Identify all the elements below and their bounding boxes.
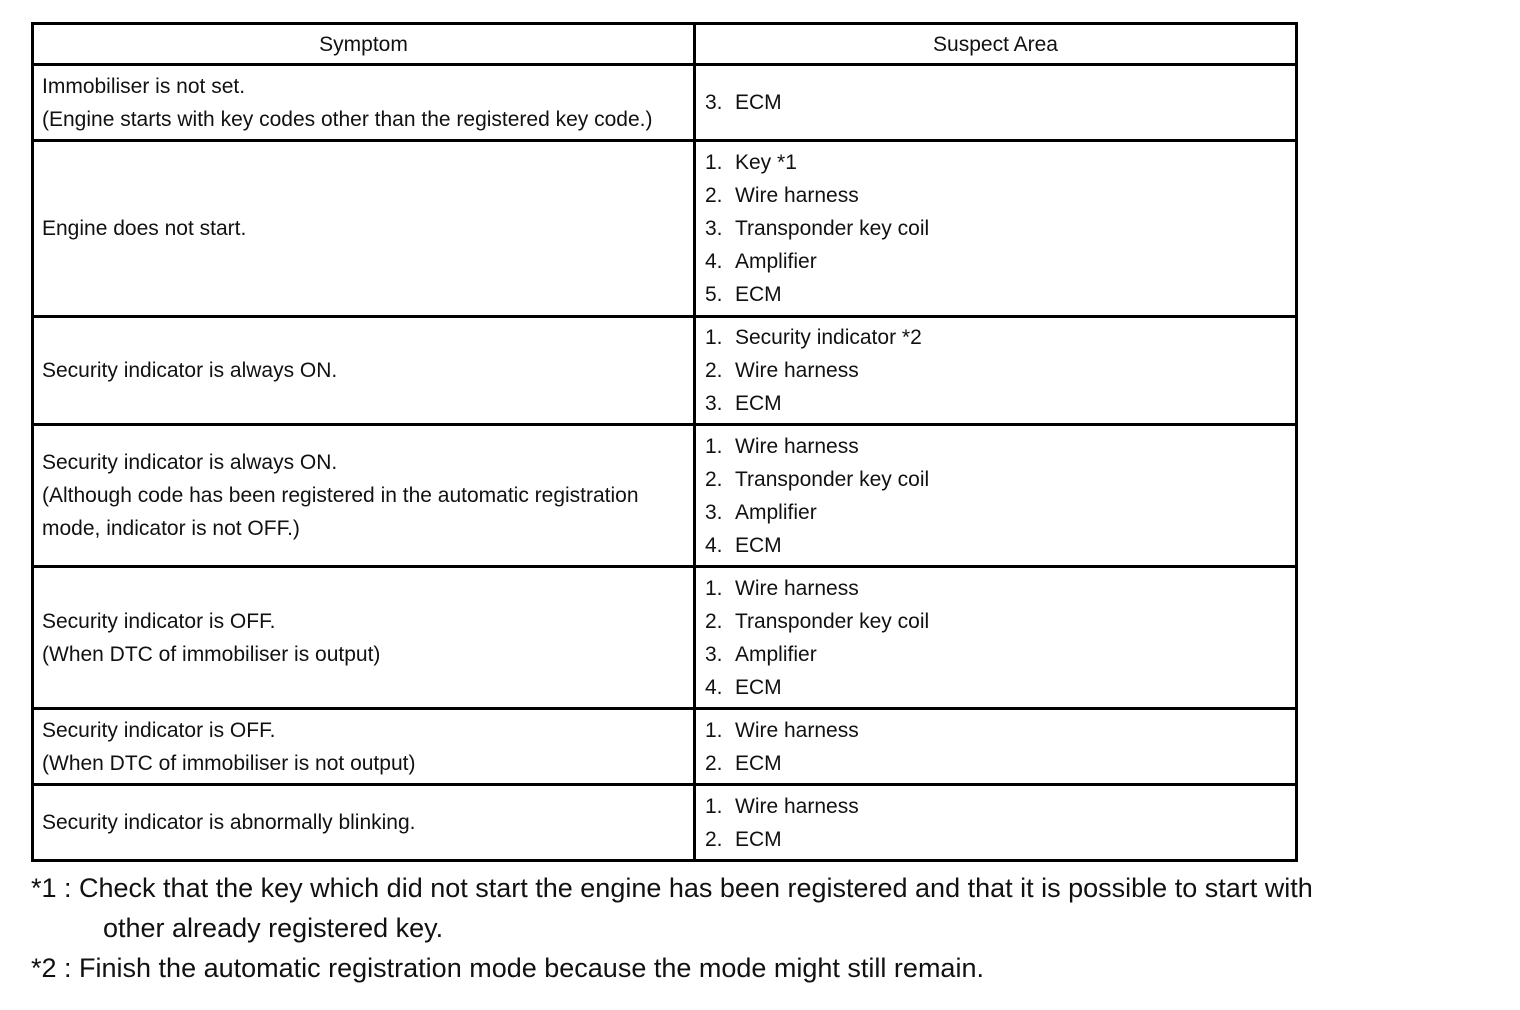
item-text: Wire harness [735, 794, 859, 818]
symptom-line: Security indicator is always ON. [42, 359, 338, 382]
suspect-area-item [705, 278, 1287, 311]
suspect-area-cell [695, 65, 1297, 141]
item-number: 2. [705, 184, 723, 207]
suspect-area-cell [695, 425, 1297, 567]
footnote-1: *1 : Check that the key which did not start the engine has been registered and that it is possible to start with [31, 873, 1313, 903]
table-row [33, 425, 1297, 567]
suspect-area-item [705, 245, 1287, 278]
symptom-line: Security indicator is OFF. [42, 609, 276, 633]
item-number: 1. [705, 434, 723, 458]
suspect-area-item [705, 671, 1287, 704]
item-text: ECM [735, 533, 782, 557]
footnote-2: *2 : Finish the automatic registration mode because the mode might still remain. [31, 953, 984, 983]
table-row [33, 65, 1297, 141]
item-text: ECM [735, 675, 782, 699]
suspect-area-item [705, 146, 1287, 179]
symptom-line: (When DTC of immobiliser is not output) [42, 751, 416, 775]
item-number: 5. [705, 283, 723, 306]
item-text: Transponder key coil [735, 609, 930, 633]
symptom-table [31, 22, 1298, 862]
symptom-line: Engine does not start. [42, 217, 247, 240]
symptom-line: Immobiliser is not set. [42, 74, 246, 98]
item-text: Amplifier [735, 642, 817, 666]
symptom-cell [33, 785, 695, 861]
item-text: Transponder key coil [735, 467, 930, 491]
symptom-cell [33, 317, 695, 425]
item-number: 3. [705, 500, 723, 524]
item-number: 2. [705, 467, 723, 491]
suspect-area-item [705, 638, 1287, 671]
item-number: 2. [705, 751, 723, 775]
symptom-cell [33, 425, 695, 567]
symptom-cell [33, 141, 695, 317]
suspect-area-item [705, 747, 1287, 780]
symptom-cell [33, 65, 695, 141]
table-row [33, 567, 1297, 709]
item-text: Security indicator *2 [735, 326, 922, 349]
suspect-area-cell [695, 567, 1297, 709]
table-row [33, 785, 1297, 861]
suspect-area-item [705, 823, 1287, 856]
suspect-area-cell [695, 317, 1297, 425]
item-number: 4. [705, 675, 723, 699]
symptom-line: Security indicator is OFF. [42, 718, 276, 742]
suspect-area-item [705, 430, 1287, 463]
suspect-area-item [705, 790, 1287, 823]
item-number: 2. [705, 359, 723, 382]
symptom-line: Security indicator is always ON. [42, 451, 338, 474]
item-text: ECM [735, 283, 782, 306]
item-text: ECM [735, 392, 782, 415]
suspect-area-item [705, 321, 1287, 354]
item-number: 1. [705, 718, 723, 742]
item-text: Wire harness [735, 576, 859, 600]
suspect-area-item [705, 572, 1287, 605]
suspect-area-item [705, 714, 1287, 747]
item-number: 4. [705, 250, 723, 273]
item-number: 2. [705, 609, 723, 633]
item-number: 2. [705, 827, 723, 851]
suspect-area-item [705, 179, 1287, 212]
suspect-area-item [705, 212, 1287, 245]
item-number: 1. [705, 794, 723, 818]
table-row [33, 317, 1297, 425]
item-number: 3. [705, 642, 723, 666]
item-text: ECM [735, 827, 782, 851]
item-text: Transponder key coil [735, 217, 930, 240]
suspect-area-cell [695, 141, 1297, 317]
symptom-cell [33, 709, 695, 785]
suspect-area-item [705, 463, 1287, 496]
item-text: Wire harness [735, 359, 859, 382]
item-text: Key *1 [735, 151, 797, 174]
footnotes [31, 868, 1491, 988]
item-number: 3. [705, 217, 723, 240]
symptom-line: (Engine starts with key codes other than the registered key code.) [42, 107, 653, 131]
table-row [33, 709, 1297, 785]
symptom-line: (When DTC of immobiliser is output) [42, 642, 381, 666]
item-text: Amplifier [735, 500, 817, 524]
item-number: 3. [705, 392, 723, 415]
symptom-line: (Although code has been registered in the automatic registration [42, 484, 639, 507]
table-header-row [33, 24, 1297, 65]
item-text: Wire harness [735, 718, 859, 742]
header-symptom: Symptom [33, 24, 695, 65]
symptom-line: mode, indicator is not OFF.) [42, 517, 300, 540]
symptom-line: Security indicator is abnormally blinking. [42, 811, 416, 834]
item-text: Wire harness [735, 184, 859, 207]
item-number: 1. [705, 576, 723, 600]
item-text: Amplifier [735, 250, 817, 273]
item-text: Wire harness [735, 434, 859, 458]
suspect-area-item [705, 387, 1287, 420]
suspect-area-cell [695, 785, 1297, 861]
suspect-area-item [705, 86, 1287, 119]
suspect-area-cell [695, 709, 1297, 785]
item-number: 4. [705, 533, 723, 557]
item-number: 1. [705, 151, 723, 174]
item-text: ECM [735, 91, 782, 114]
suspect-area-item [705, 354, 1287, 387]
item-number: 3. [705, 91, 723, 114]
item-number: 1. [705, 326, 723, 349]
suspect-area-item [705, 529, 1287, 562]
table-row [33, 141, 1297, 317]
symptom-cell [33, 567, 695, 709]
footnote-1-continuation: other already registered key. [103, 913, 444, 943]
header-suspect-area: Suspect Area [695, 24, 1297, 65]
suspect-area-item [705, 605, 1287, 638]
item-text: ECM [735, 751, 782, 775]
suspect-area-item [705, 496, 1287, 529]
